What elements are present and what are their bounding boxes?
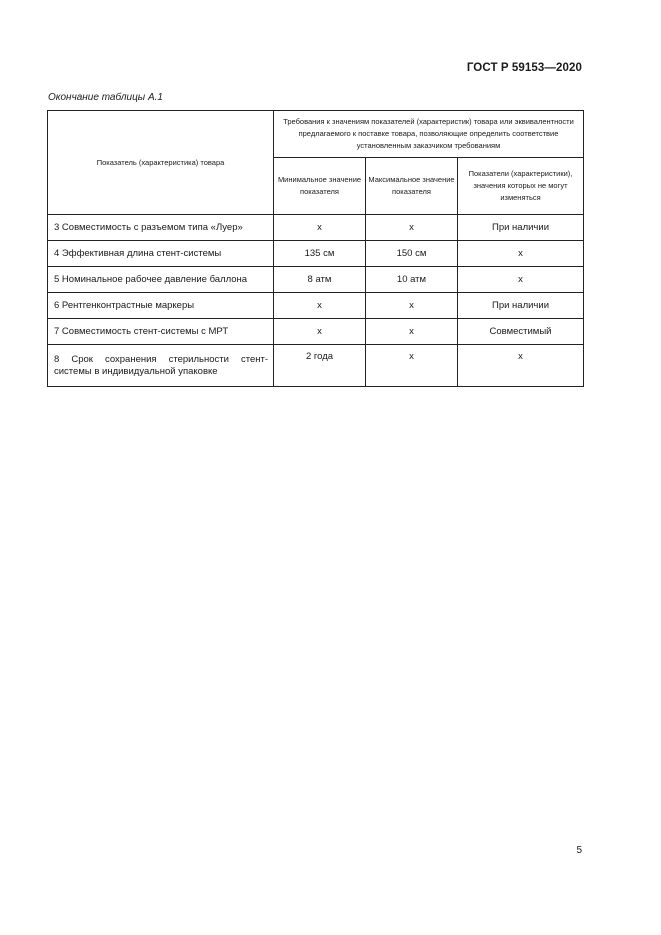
row-fixed: x — [458, 241, 584, 267]
row-parameter: 5 Номинальное рабочее давление баллона — [48, 267, 274, 293]
table-row — [48, 345, 584, 387]
table-caption: Окончание таблицы А.1 — [48, 92, 163, 103]
table-header-row — [48, 111, 584, 158]
row-fixed: При наличии — [458, 215, 584, 241]
table-row — [48, 241, 584, 267]
row-fixed: x — [458, 345, 584, 387]
page-number: 5 — [576, 845, 582, 856]
row-min: 8 атм — [274, 267, 366, 293]
row-fixed: x — [458, 267, 584, 293]
header-fixed-values: Показатели (характеристики), значения которых не могут изменяться — [458, 158, 584, 215]
header-min-value: Минимальное значение показателя — [274, 158, 366, 215]
row-min: x — [274, 215, 366, 241]
table-row — [48, 215, 584, 241]
row-max: x — [366, 345, 458, 387]
table-row — [48, 293, 584, 319]
header-requirements-group: Требования к значениям показателей (характеристик) товара или эквивалентности предлагаемого к поставке товара, позволяющие определить соответствие установленным заказчиком требованиям — [274, 111, 584, 158]
table-row — [48, 319, 584, 345]
row-max: x — [366, 293, 458, 319]
row-parameter: 3 Совместимость с разъемом типа «Луер» — [48, 215, 274, 241]
row-min: 135 см — [274, 241, 366, 267]
row-min: x — [274, 293, 366, 319]
row-parameter: 8 Срок сохранения стерильности стент-системы в индивидуальной упаковке — [48, 345, 274, 387]
row-min: 2 года — [274, 345, 366, 387]
row-max: 10 атм — [366, 267, 458, 293]
row-parameter: 4 Эффективная длина стент-системы — [48, 241, 274, 267]
row-max: x — [366, 215, 458, 241]
row-max: x — [366, 319, 458, 345]
row-parameter: 7 Совместимость стент-системы с МРТ — [48, 319, 274, 345]
requirements-table — [47, 110, 584, 387]
row-min: x — [274, 319, 366, 345]
row-fixed: При наличии — [458, 293, 584, 319]
header-max-value: Максимальное значение показателя — [366, 158, 458, 215]
header-parameter: Показатель (характеристика) товара — [48, 111, 274, 215]
row-parameter: 6 Рентгенконтрастные маркеры — [48, 293, 274, 319]
row-max: 150 см — [366, 241, 458, 267]
table-row — [48, 267, 584, 293]
document-code: ГОСТ Р 59153—2020 — [466, 62, 582, 74]
row-fixed: Совместимый — [458, 319, 584, 345]
